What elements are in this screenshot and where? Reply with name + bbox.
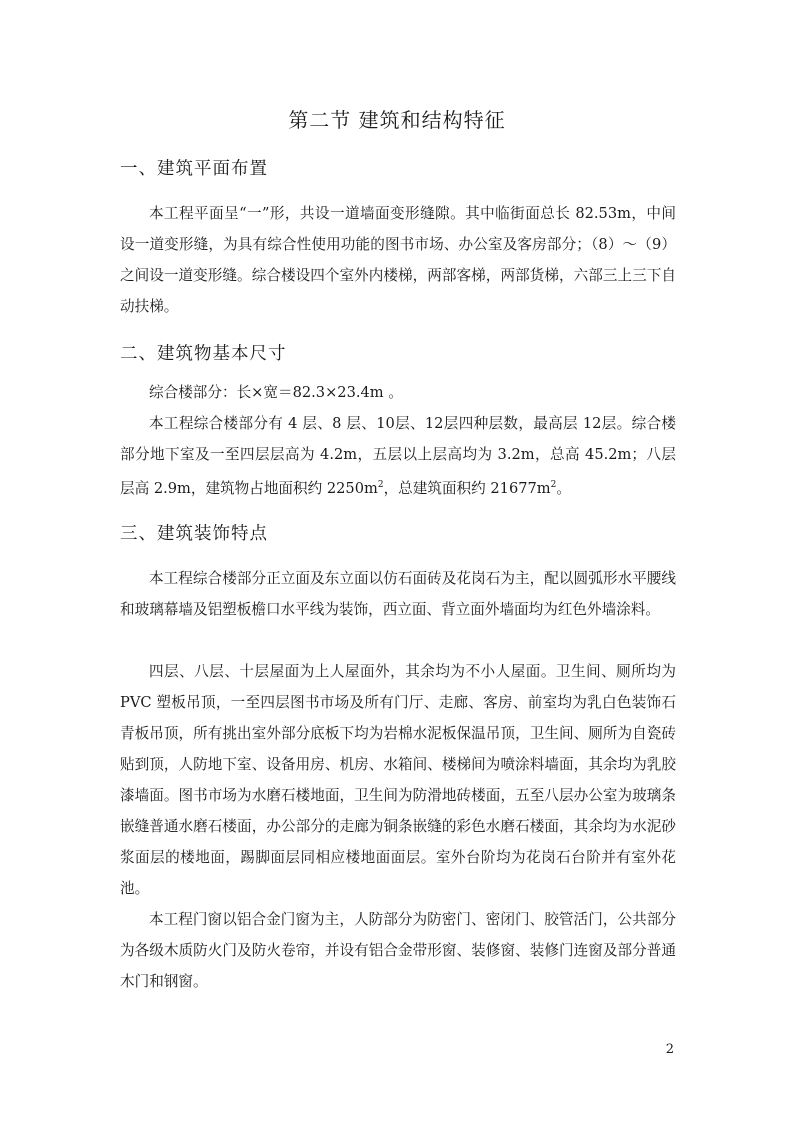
paragraph-decoration-3: 本工程门窗以铝合金门窗为主，人防部分为防密门、密闭门、胶管活门，公共部分为各级木质防火门及防火卷帘，并设有铝合金带形窗、装修窗、装修门连窗及部分普通木门和钢窗。 (120, 911, 676, 990)
paragraph-dimensions-text-c: 。 (556, 479, 571, 497)
paragraph-dimensions-text-b: ，总建筑面积约 21677m (383, 479, 551, 497)
section-heading-dimensions: 二、建筑物基本尺寸 (120, 344, 287, 364)
section-heading-decoration: 三、建筑装饰特点 (120, 524, 268, 544)
page-number: 2 (665, 1042, 674, 1057)
dimensions-line: 综合楼部分：长×宽＝82.3×23.4m 。 (149, 384, 403, 401)
section-heading-layout: 一、建筑平面布置 (120, 159, 268, 179)
paragraph-dimensions-text-a: 本工程综合楼部分有 4 层、8 层、10层、12层四种层数，最高层 12层。综合楼部分地下室及一至四层层高为 4.2m，五层以上层高均为 3.2m，总高 45.2m；八层层高 2.9m，建筑物占地面积约 2250m (120, 415, 676, 497)
superscript-2a: 2 (377, 480, 384, 490)
paragraph-decoration-1: 本工程综合楼部分正立面及东立面以仿石面砖及花岗石为主，配以圆弧形水平腰线和玻璃幕墙及铝塑板檐口水平线为装饰，西立面、背立面外墙面均为红色外墙涂料。 (120, 570, 676, 618)
paragraph-dimensions (120, 408, 676, 504)
paragraph-layout: 本工程平面呈“一”形，共设一道墙面变形缝隙。其中临街面总长 82.53m，中间设一道变形缝，为具有综合性使用功能的图书市场、办公室及客房部分；（8）～（9）之间设一道变形缝。综合楼设四个室外内楼梯，两部客梯，两部货梯，六部三上三下自动扶梯。 (120, 205, 676, 315)
superscript-2b: 2 (550, 480, 557, 490)
page-title: 第二节 建筑和结构特征 (288, 108, 506, 132)
paragraph-decoration-2: 四层、八层、十层屋面为上人屋面外，其余均为不小人屋面。卫生间、厕所均为 PVC 塑板吊顶，一至四层图书市场及所有门厅、走廊、客房、前室均为乳白色装饰石青板吊顶，所有挑出室外部分底板下均为岩棉水泥板保温吊顶，卫生间、厕所为自瓷砖贴到顶，人防地下室、设备用房、机房、水箱间、楼梯间为喷涂料墙面，其余均为乳胶漆墙面。图书市场为水磨石楼地面，卫生间为防滑地砖楼面，五至八层办公室为玻璃条嵌缝普通水磨石楼面，办公部分的走廊为铜条嵌缝的彩色水磨石楼面，其余均为水泥砂浆面层的楼地面，踢脚面层同相应楼地面面层。室外台阶均为花岗石台阶并有室外花池。 (120, 663, 676, 897)
